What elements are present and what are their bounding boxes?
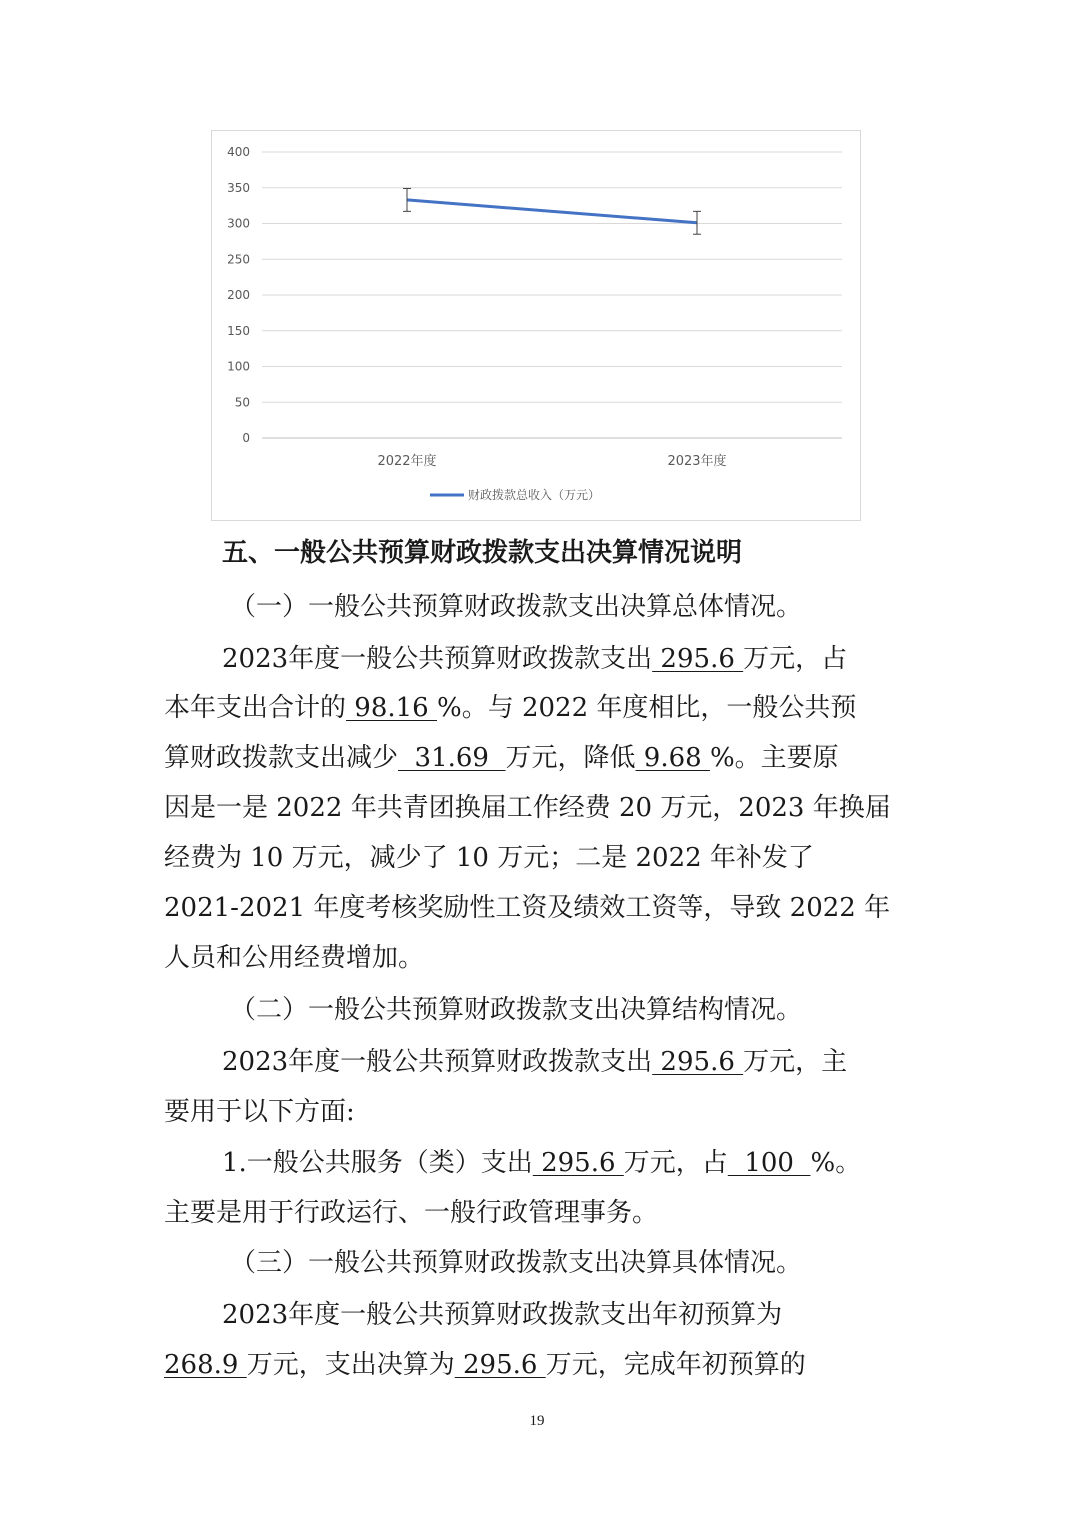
x-tick-label: 2022年度	[377, 454, 437, 469]
expenditure-value: 295.6	[652, 1047, 744, 1077]
expenditure-value: 295.6	[652, 644, 744, 674]
text: 2023年度一般公共预算财政拨款支出	[222, 1047, 653, 1077]
x-tick-label: 2023年度	[667, 454, 727, 469]
y-tick-label: 50	[234, 395, 250, 410]
text: %。主要原	[709, 743, 839, 773]
text: 本年支出合计的	[164, 693, 347, 723]
text: %。与 2022 年度相比，一般公共预	[436, 693, 857, 723]
paragraph-1-line-5: 经费为 10 万元，减少了 10 万元；二是 2022 年补发了	[164, 843, 814, 873]
paragraph-3-line-1	[222, 1146, 861, 1180]
paragraph-4-line-2	[164, 1348, 806, 1382]
subsection-title-1: （一）一般公共预算财政拨款支出决算总体情况。	[230, 592, 803, 622]
final-expenditure-value: 295.6	[454, 1350, 546, 1380]
paragraph-1-line-6: 2021-2021 年度考核奖励性工资及绩效工资等，导致 2022 年	[164, 893, 891, 923]
paragraph-4-line-1: 2023年度一般公共预算财政拨款支出年初预算为	[222, 1300, 783, 1330]
subsection-title-2: （二）一般公共预算财政拨款支出决算结构情况。	[230, 995, 803, 1025]
legend-label: 财政拨款总收入（万元）	[468, 488, 601, 502]
text: 算财政拨款支出减少	[164, 743, 399, 773]
paragraph-1-line-7: 人员和公用经费增加。	[164, 943, 425, 973]
initial-budget-value: 268.9	[164, 1350, 247, 1380]
decrease-percent: 9.68	[635, 743, 710, 773]
y-tick-label: 300	[227, 216, 250, 231]
paragraph-3-line-2: 主要是用于行政运行、一般行政管理事务。	[164, 1198, 659, 1228]
text: 万元，降低	[505, 743, 636, 773]
decrease-value: 31.69	[398, 743, 506, 773]
text: 万元，占	[743, 644, 848, 674]
y-tick-label: 400	[227, 145, 250, 159]
section-heading: 五、一般公共预算财政拨款支出决算情况说明	[222, 538, 743, 568]
text: 2023年度一般公共预算财政拨款支出	[222, 644, 653, 674]
service-share-value: 100	[727, 1148, 811, 1178]
text: 1.一般公共服务（类）支出	[222, 1148, 533, 1178]
service-expenditure-value: 295.6	[532, 1148, 624, 1178]
y-tick-label: 150	[227, 323, 250, 338]
y-tick-label: 100	[227, 359, 250, 374]
share-value: 98.16	[346, 693, 437, 723]
y-tick-label: 200	[227, 288, 250, 302]
paragraph-1-line-3	[164, 741, 839, 775]
page-number: 19	[529, 1413, 545, 1429]
text: %。	[810, 1148, 862, 1178]
y-tick-label: 350	[227, 180, 250, 195]
paragraph-2-line-2: 要用于以下方面:	[164, 1097, 355, 1127]
series-line	[407, 200, 697, 223]
y-tick-label: 0	[242, 431, 250, 445]
income-line-chart	[211, 130, 861, 521]
chart-canvas	[212, 131, 862, 522]
paragraph-1-line-4: 因是一是 2022 年共青团换届工作经费 20 万元，2023 年换届	[164, 793, 891, 823]
paragraph-2-line-1	[222, 1045, 847, 1079]
paragraph-1-line-2	[164, 691, 856, 725]
text: 万元，主	[743, 1047, 848, 1077]
y-tick-label: 250	[227, 252, 250, 267]
paragraph-1-line-1	[222, 642, 847, 676]
text: 万元，占	[623, 1148, 728, 1178]
text: 万元，完成年初预算的	[545, 1350, 806, 1380]
subsection-title-3: （三）一般公共预算财政拨款支出决算具体情况。	[230, 1248, 803, 1278]
text: 万元，支出决算为	[246, 1350, 455, 1380]
